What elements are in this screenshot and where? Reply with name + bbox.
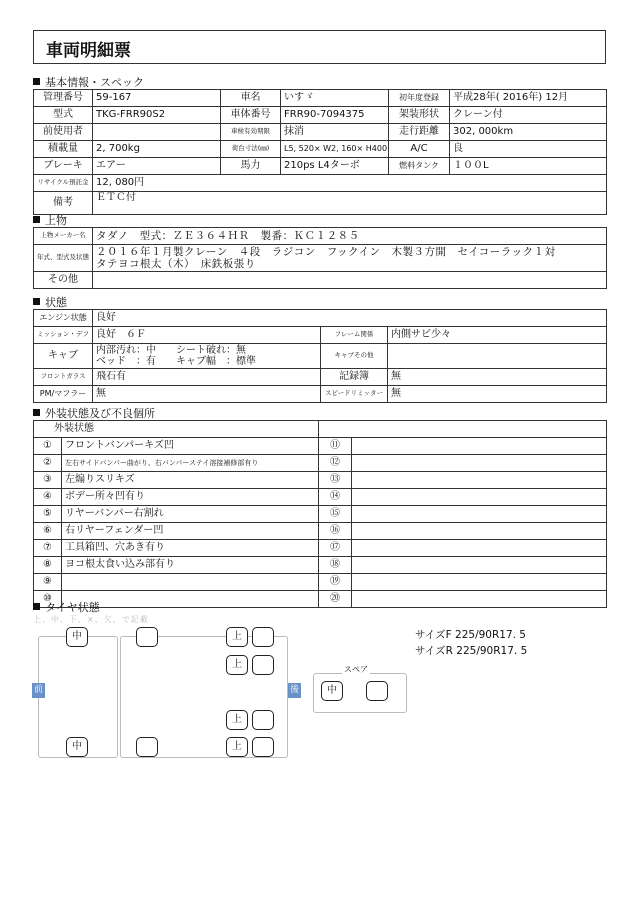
exterior-row	[34, 489, 607, 506]
exterior-header-cell: 外装状態	[34, 421, 319, 438]
cab-label: キャブ	[34, 344, 93, 369]
tire-front-left: 中	[66, 627, 88, 647]
frame-label: フレーム関係	[321, 327, 388, 344]
ac-value: 良	[450, 141, 607, 158]
section-exterior-header	[33, 405, 155, 421]
katashiki-value: TKG-FRR90S2	[93, 107, 221, 124]
sekisai-value: 2, 700kg	[93, 141, 221, 158]
tire-spare-2	[366, 681, 388, 701]
spec-line1: ２０１６年１月製クレーン ４段 ラジコン フックイン 木製３方開 セイコーラック１対	[96, 246, 556, 258]
exterior-num-right: ⑰	[319, 540, 352, 557]
zen-label: 前使用者	[34, 124, 93, 141]
exterior-num-left: ⑤	[34, 506, 62, 523]
exterior-num-left: ①	[34, 438, 62, 455]
tire-rear-top-inner	[252, 627, 274, 647]
exterior-text-left	[62, 591, 319, 608]
muffler-label: PM/マフラー	[34, 386, 93, 403]
katashiki-label: 型式	[34, 107, 93, 124]
nidai-value: L5, 520× W2, 160× H400	[281, 141, 389, 158]
exterior-text-right	[352, 557, 607, 574]
biko-label: 備考	[34, 192, 93, 215]
title-box	[33, 30, 606, 64]
exterior-text-left: リヤーバンパー右割れ	[62, 506, 319, 523]
tire-front-right: 中	[66, 737, 88, 757]
exterior-text-right	[352, 591, 607, 608]
engine-label: エンジン状態	[34, 310, 93, 327]
exterior-text-right	[352, 523, 607, 540]
tire-rear-top2-inner	[252, 655, 274, 675]
shaken-label: 車検有効期限	[221, 124, 281, 141]
maker-value: タダノ 型式：ＺＥ３６４ＨＲ 製番：ＫＣ１２８５	[93, 228, 607, 245]
tire-spare-1: 中	[321, 681, 343, 701]
bariki-value: 210ps L4ターボ	[281, 158, 389, 175]
exterior-row	[34, 472, 607, 489]
spare-label: スペア	[344, 665, 368, 674]
exterior-text-left: 左煽りスリキズ	[62, 472, 319, 489]
glass-value: 飛石有	[93, 369, 321, 386]
muffler-value: 無	[93, 386, 321, 403]
exterior-row	[34, 438, 607, 455]
section-tire-title: タイヤ状態	[45, 601, 100, 614]
section-basic-title: 基本情報・スペック	[45, 76, 144, 89]
exterior-row	[34, 540, 607, 557]
exterior-num-left: ⑥	[34, 523, 62, 540]
exterior-num-right: ⑲	[319, 574, 352, 591]
nidai-label: 荷台寸法(㎜)	[221, 141, 281, 158]
engine-value: 良好	[93, 310, 607, 327]
cab-line1: 内部汚れ：中 シート破れ：無	[96, 345, 246, 356]
brake-label: ブレーキ	[34, 158, 93, 175]
exterior-text-right	[352, 472, 607, 489]
spec-value	[93, 245, 607, 272]
shodo-value: 平成28年( 2016年) 12月	[450, 90, 607, 107]
cab-line2: ベッド ：有 キャブ幅 ：標準	[96, 356, 256, 367]
exterior-num-right: ⑭	[319, 489, 352, 506]
exterior-num-right: ⑱	[319, 557, 352, 574]
soukou-label: 走行距離	[389, 124, 450, 141]
kanri-value: 59-167	[93, 90, 221, 107]
exterior-text-right	[352, 438, 607, 455]
exterior-num-right: ⑬	[319, 472, 352, 489]
exterior-text-left: 左右サイドバンパー曲がり、右バンパーステイ溶接補修部有り	[62, 455, 319, 472]
exterior-num-right: ⑫	[319, 455, 352, 472]
tire-rear-bottom-outer: 上	[226, 737, 248, 757]
exterior-num-left: ⑨	[34, 574, 62, 591]
exterior-num-right: ⑮	[319, 506, 352, 523]
maker-label: 上物メーカー名	[34, 228, 93, 245]
exterior-text-left: ヨコ根太食い込み部有り	[62, 557, 319, 574]
tire-rear-top2-outer: 上	[226, 655, 248, 675]
exterior-num-left: ②	[34, 455, 62, 472]
tire-size-front: サイズF 225/90R17. 5	[415, 629, 526, 641]
exterior-text-left: ボデー所々凹有り	[62, 489, 319, 506]
tire-rear-bottom2-inner	[252, 710, 274, 730]
page-title: 車両明細票	[46, 41, 131, 61]
exterior-text-left	[62, 574, 319, 591]
exterior-num-left: ⑦	[34, 540, 62, 557]
exterior-text-left: 工具箱凹、穴あき有り	[62, 540, 319, 557]
nenryo-value: １００L	[450, 158, 607, 175]
mission-value: 良好 ６Ｆ	[93, 327, 321, 344]
cab-value	[93, 344, 321, 369]
cab-other-label: キャブその他	[321, 344, 388, 369]
shamei-label: 車名	[221, 90, 281, 107]
sekisai-label: 積載量	[34, 141, 93, 158]
exterior-row	[34, 591, 607, 608]
exterior-text-right	[352, 574, 607, 591]
exterior-text-left: 右リヤーフェンダー凹	[62, 523, 319, 540]
brake-value: エアー	[93, 158, 221, 175]
condition-table	[33, 309, 607, 403]
tire-axle2-bottom	[136, 737, 158, 757]
exterior-num-left: ③	[34, 472, 62, 489]
exterior-text-right	[352, 506, 607, 523]
tire-size-rear: サイズR 225/90R17. 5	[415, 645, 528, 657]
limiter-value: 無	[388, 386, 607, 403]
record-label: 記録簿	[321, 369, 388, 386]
exterior-num-right: ⑪	[319, 438, 352, 455]
ac-label: A/C	[389, 141, 450, 158]
exterior-text-left: フロントバンパーキズ凹	[62, 438, 319, 455]
front-label: 前	[32, 683, 45, 698]
exterior-header-blank	[319, 421, 607, 438]
exterior-row	[34, 557, 607, 574]
section-condition-header	[33, 294, 67, 310]
spec-line2: タテヨコ根太（木） 床鉄板張り	[96, 258, 256, 270]
section-tire-header	[33, 599, 100, 615]
exterior-table	[33, 420, 607, 608]
tire-legend: 上、中、下、×、欠、で記載	[33, 615, 149, 624]
other-label: その他	[34, 272, 93, 289]
shatai-label: 車体番号	[221, 107, 281, 124]
section-condition-title: 状態	[45, 296, 67, 309]
exterior-row	[34, 506, 607, 523]
exterior-num-right: ⑯	[319, 523, 352, 540]
nenryo-label: 燃料タンク	[389, 158, 450, 175]
spec-label: 年式、型式及状態	[34, 245, 93, 272]
exterior-text-right	[352, 540, 607, 557]
kasou-value: クレーン付	[450, 107, 607, 124]
shodo-label: 初年度登録	[389, 90, 450, 107]
kanri-label: 管理番号	[34, 90, 93, 107]
section-basic-header	[33, 74, 144, 90]
exterior-num-left: ④	[34, 489, 62, 506]
soukou-value: 302, 000km	[450, 124, 607, 141]
record-value: 無	[388, 369, 607, 386]
limiter-label: スピードリミッター	[321, 386, 388, 403]
exterior-row	[34, 574, 607, 591]
glass-label: フロントガラス	[34, 369, 93, 386]
shaken-value: 抹消	[281, 124, 389, 141]
rear-label: 後	[288, 683, 301, 698]
tire-axle2-top	[136, 627, 158, 647]
biko-value: ＥＴＣ付	[93, 192, 607, 215]
body-table	[33, 227, 607, 289]
exterior-row	[34, 523, 607, 540]
section-exterior-title: 外装状態及び不良個所	[45, 407, 155, 420]
section-body-header	[33, 212, 67, 228]
kasou-label: 架装形状	[389, 107, 450, 124]
exterior-num-right: ⑳	[319, 591, 352, 608]
mission-label: ミッション・デフ	[34, 327, 93, 344]
exterior-text-right	[352, 489, 607, 506]
recycle-value: 12, 080円	[93, 175, 607, 192]
tire-rear-bottom2-outer: 上	[226, 710, 248, 730]
bariki-label: 馬力	[221, 158, 281, 175]
exterior-num-left: ⑩	[34, 591, 62, 608]
tire-rear-top-outer: 上	[226, 627, 248, 647]
recycle-label: リサイクル預託金	[34, 175, 93, 192]
shamei-value: いすゞ	[281, 90, 389, 107]
zen-value	[93, 124, 221, 141]
shatai-value: FRR90-7094375	[281, 107, 389, 124]
exterior-text-right	[352, 455, 607, 472]
other-value	[93, 272, 607, 289]
frame-value: 内側サビ少々	[388, 327, 607, 344]
tire-rear-bottom-inner	[252, 737, 274, 757]
exterior-row	[34, 455, 607, 472]
section-body-title: 上物	[45, 214, 67, 227]
cab-other-value	[388, 344, 607, 369]
basic-table	[33, 89, 607, 215]
exterior-num-left: ⑧	[34, 557, 62, 574]
